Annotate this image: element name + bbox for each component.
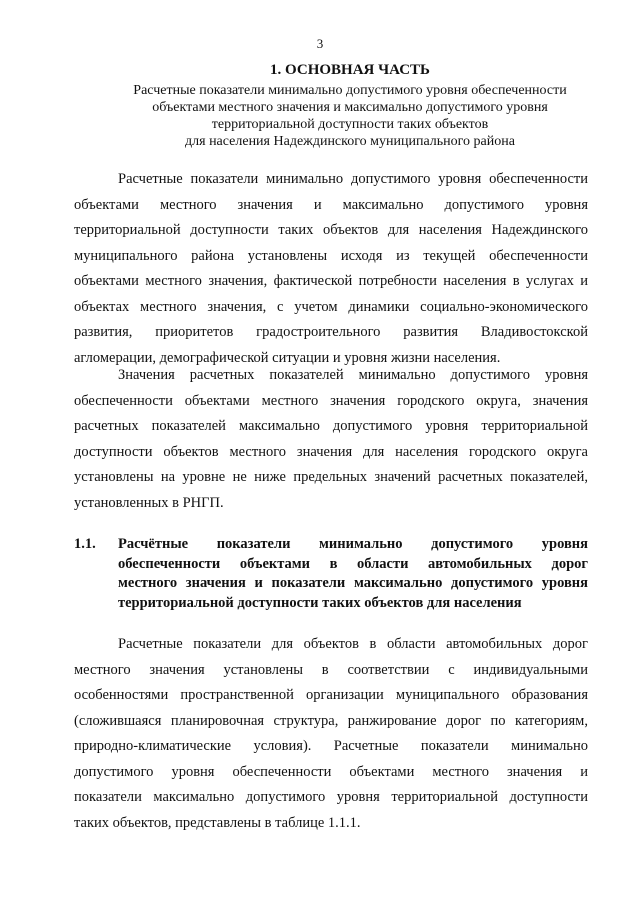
paragraph-line: объектами местного значения и максимально допустимого уровня [74, 196, 588, 213]
paragraph-2 [74, 363, 588, 516]
paragraph-line: показатели максимально допустимого уровня территориальной доступности [74, 789, 588, 805]
paragraph-line: объектах местного значения, с учетом динамики социально-экономического [74, 298, 588, 315]
paragraph-line: таких объектов, представлены в таблице 1.1.1. [74, 814, 361, 831]
paragraph-line: расчетных показателей максимально допустимого уровня территориальной [74, 418, 588, 434]
paragraph-line: развития, приоритетов градостроительного развития Владивостокской [74, 324, 588, 340]
subheading [100, 82, 600, 150]
section-title-line: территориальной доступности таких объектов для населения [118, 594, 522, 611]
subheading-line: для населения Надеждинского муниципального района [185, 134, 515, 149]
subheading-line: Расчетные показатели минимально допустимого уровня обеспеченности [133, 83, 567, 98]
section-number: 1.1. [74, 536, 96, 552]
paragraph-line: доступности объектов местного значения для населения городского округа [74, 443, 588, 460]
paragraph-line: природно-климатические условия). Расчетные показатели минимально [74, 738, 588, 754]
paragraph-line: объектами местного значения, фактической потребности населения в услугах и [74, 273, 588, 289]
subheading-line: объектами местного значения и максимально допустимого уровня [152, 100, 548, 115]
paragraph-line: установлены на уровне не ниже предельных значений расчетных показателей, [74, 469, 588, 485]
paragraph-line: местного значения установлены в соответствии с индивидуальными [74, 661, 588, 678]
section-title [118, 535, 588, 613]
paragraph-line: допустимого уровня обеспеченности объектами местного значения и [74, 763, 588, 780]
page-number: 3 [316, 36, 324, 51]
paragraph-3 [74, 632, 588, 836]
paragraph-line: Расчетные показатели минимально допустимого уровня обеспеченности [118, 171, 588, 187]
paragraph-line: обеспеченности объектами местного значения городского округа, значения [74, 392, 588, 409]
paragraph-line: (сложившаяся планировочная структура, ранжирование дорог по категориям, [74, 712, 588, 729]
paragraph-line: особенностями пространственной организации муниципального образования [74, 687, 588, 703]
section-title-line: местного значения и показатели максимально допустимого уровня [118, 575, 588, 591]
paragraph-line: Расчетные показатели для объектов в области автомобильных дорог [118, 636, 588, 652]
main-heading: 1. ОСНОВНАЯ ЧАСТЬ [270, 62, 430, 78]
paragraph-line: Значения расчетных показателей минимально допустимого уровня [118, 367, 588, 383]
paragraph-line: агломерации, демографической ситуации и уровня жизни населения. [74, 349, 501, 366]
paragraph-line: установленных в РНГП. [74, 494, 224, 511]
section-title-line: обеспеченности объектами в области автомобильных дорог [118, 555, 588, 572]
paragraph-line: территориальной доступности таких объектов для населения Надеждинского [74, 222, 588, 238]
paragraph-1 [74, 167, 588, 371]
section-title-line: Расчётные показатели минимально допустимого уровня [118, 536, 588, 552]
paragraph-line: муниципального района установлены исходя из текущей обеспеченности [74, 247, 588, 264]
subheading-line: территориальной доступности таких объектов [211, 117, 489, 132]
